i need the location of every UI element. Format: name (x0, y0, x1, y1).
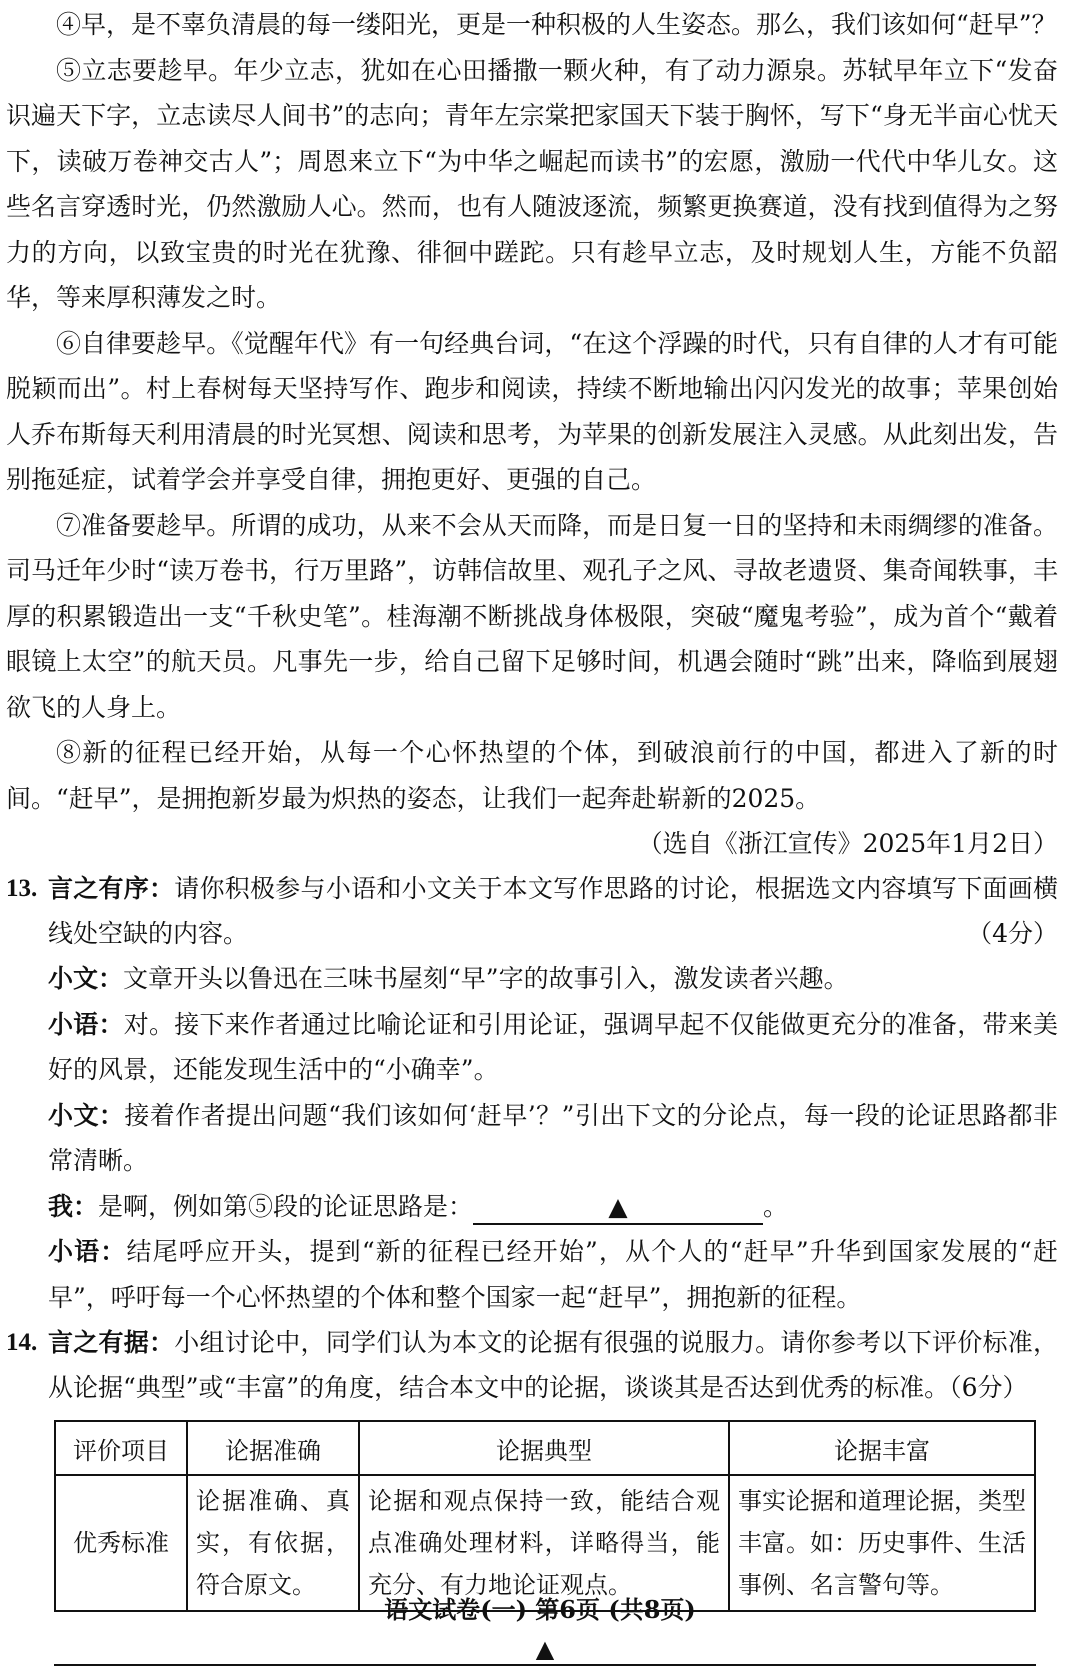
speaker: 小文： (48, 964, 124, 993)
dialog-line (6, 1002, 1058, 1093)
dialog-line (6, 1229, 1058, 1320)
table-cell: 事实论据和道理论据，类型丰富。如：历史事件、生活事例、名言警句等。 (729, 1475, 1035, 1611)
dialog-line (6, 956, 1058, 1002)
paragraph-7: ⑦准备要趁早。所谓的成功，从来不会从天而降，而是日复一日的坚持和未雨绸缪的准备。司马迁年少时“读万卷书，行万里路”，访韩信故里、观孔子之风、寻故老遗贤、集奇闻轶事，丰厚的积累锻造出一支“千秋史笔”。桂海潮不断挑战身体极限，突破“魔鬼考验”，成为首个“戴着眼镜上太空”的航天员。凡事先一步，给自己留下足够时间，机遇会随时“跳”出来，降临到展翅欲飞的人身上。 (6, 510, 1058, 722)
question-14 (6, 1320, 1058, 1410)
question-score: （4分） (967, 919, 1058, 948)
speaker: 我： (48, 1191, 99, 1221)
table-header-row (55, 1421, 1035, 1475)
question-number: 14. (6, 1329, 38, 1356)
paragraph-4: ④早，是不辜负清晨的每一缕阳光，更是一种积极的人生姿态。那么，我们该如何“赶早”？ (56, 10, 1057, 39)
utterance: 文章开头以鲁迅在三味书屋刻“早”字的故事引入，激发读者兴趣。 (123, 964, 849, 993)
utterance: 是啊，例如第⑤段的论证思路是： (98, 1191, 474, 1221)
utterance-tail: 。 (763, 1191, 789, 1221)
speaker: 小语： (48, 1009, 124, 1039)
evaluation-table (54, 1420, 1036, 1612)
answer-blank[interactable]: ▲ (473, 1191, 763, 1225)
question-text: 请你积极参与小语和小文关于本文写作思路的讨论，根据选文内容填写下面画横线处空缺的内容。 (48, 874, 1058, 948)
dialog-line (6, 1184, 1058, 1230)
table-header-cell: 论据准确 (187, 1421, 359, 1475)
utterance: 接着作者提出问题“我们该如何‘赶早’？”引出下文的分论点，每一段的论证思路都非常清晰。 (48, 1100, 1058, 1175)
dialog-line (6, 1093, 1058, 1184)
question-13 (6, 866, 1058, 956)
question-heading: 言之有序： (48, 874, 175, 903)
paragraph-5: ⑤立志要趁早。年少立志，犹如在心田播撒一颗火种，有了动力源泉。苏轼早年立下“发奋识遍天下字，立志读尽人间书”的志向；青年左宗棠把家国天下装于胸怀，写下“身无半亩心忧天下，读破万卷神交古人”；周恩来立下“为中华之崛起而读书”的宏愿，激励一代代中华儿女。这些名言穿透时光，仍然激励人心。然而，也有人随波逐流，频繁更换赛道，没有找到值得为之努力的方向，以致宝贵的时光在犹豫、徘徊中蹉跎。只有趁早立志，及时规划人生，方能不负韶华，等来厚积薄发之时。 (6, 55, 1058, 312)
answer-line[interactable]: ▲ (54, 1634, 1036, 1666)
question-heading: 言之有据： (48, 1328, 175, 1357)
page-footer: 语文试卷(一) 第6页 (共8页) (384, 1595, 696, 1624)
table-header-cell: 评价项目 (55, 1421, 187, 1475)
speaker: 小文： (48, 1100, 125, 1130)
utterance: 结尾呼应开头，提到“新的征程已经开始”，从个人的“赶早”升华到国家发展的“赶早”，呼吁每一个心怀热望的个体和整个国家一起“赶早”，拥抱新的征程。 (48, 1237, 1058, 1312)
table-cell: 论据准确、真实，有依据，符合原文。 (187, 1475, 359, 1611)
table-cell: 论据和观点保持一致，能结合观点准确处理材料，详略得当，能充分、有力地论证观点。 (359, 1475, 729, 1611)
utterance: 对。接下来作者通过比喻论证和引用论证，强调早起不仅能做更充分的准备，带来美好的风景，还能发现生活中的“小确幸”。 (48, 1009, 1058, 1084)
question-text: 小组讨论中，同学们认为本文的论据有很强的说服力。请你参考以下评价标准，从论据“典型”或“丰富”的角度，结合本文中的论据，谈谈其是否达到优秀的标准。（6分） (48, 1328, 1058, 1402)
speaker: 小语： (48, 1237, 127, 1266)
table-header-cell: 论据丰富 (729, 1421, 1035, 1475)
table-header-cell: 论据典型 (359, 1421, 729, 1475)
question-number: 13. (6, 875, 38, 902)
paragraph-8: ⑧新的征程已经开始，从每一个心怀热望的个体，到破浪前行的中国，都进入了新的时间。“赶早”，是拥抱新岁最为炽热的姿态，让我们一起奔赴崭新的2025。 (6, 738, 1058, 813)
dialog-block (6, 956, 1058, 1320)
table-cell: 优秀标准 (55, 1475, 187, 1611)
article-source: （选自《浙江宣传》2025年1月2日） (637, 829, 1058, 858)
paragraph-6: ⑥自律要趁早。《觉醒年代》有一句经典台词，“在这个浮躁的时代，只有自律的人才有可能脱颖而出”。村上春树每天坚持写作、跑步和阅读，持续不断地输出闪闪发光的故事；苹果创始人乔布斯每天利用清晨的时光冥想、阅读和思考，为苹果的创新发展注入灵感。从此刻出发，告别拖延症，试着学会并享受自律，拥抱更好、更强的自己。 (6, 328, 1058, 494)
